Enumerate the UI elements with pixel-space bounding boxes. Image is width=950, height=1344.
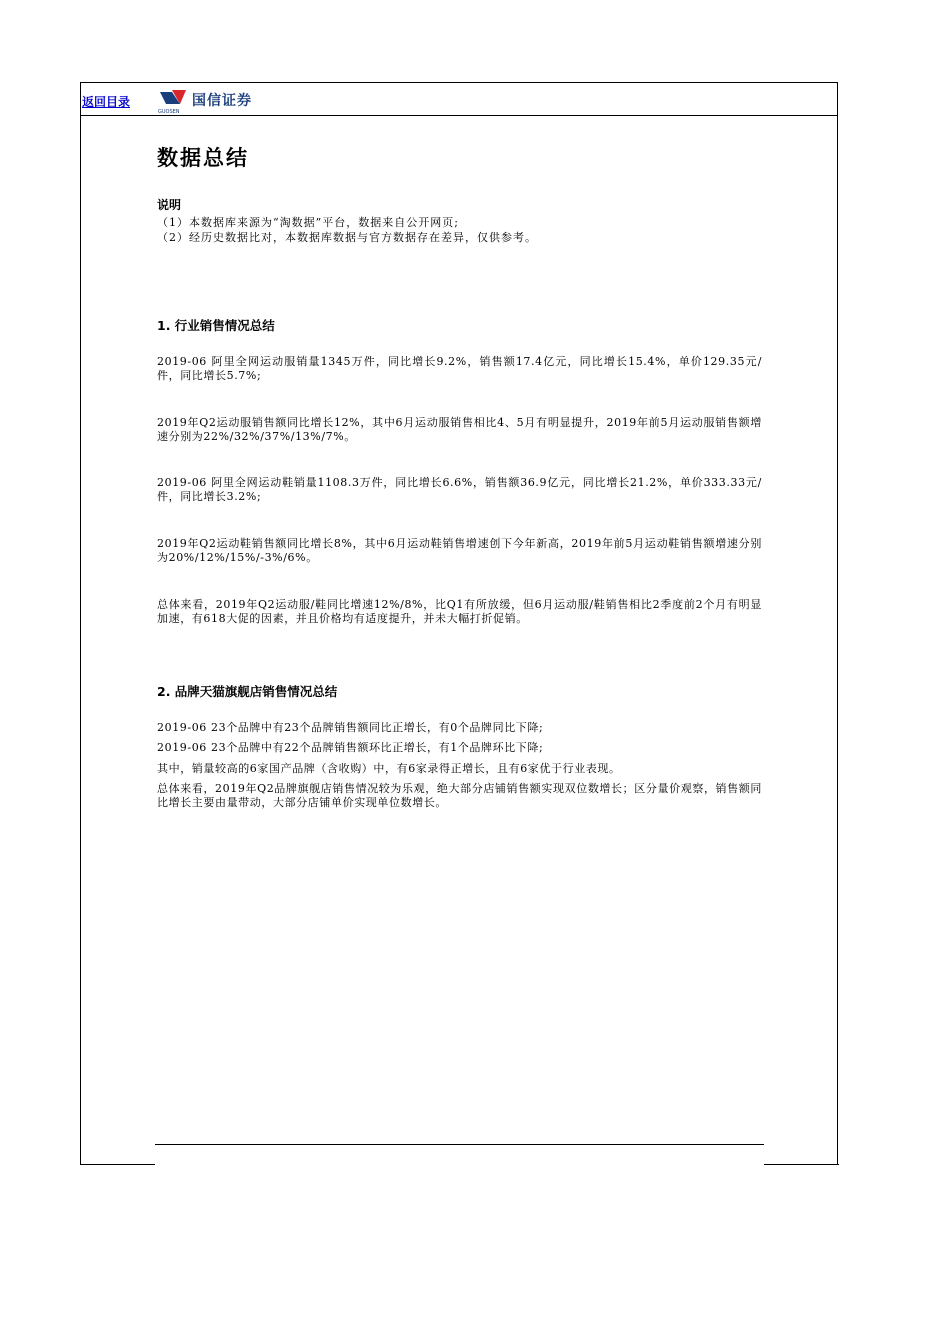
footer-divider bbox=[155, 1144, 764, 1145]
header-divider bbox=[80, 115, 838, 116]
note-item: （2）经历史数据比对，本数据库数据与官方数据存在差异，仅供参考。 bbox=[157, 231, 537, 244]
note-item: （1）本数据库来源为“淘数据”平台，数据来自公开网页; bbox=[157, 216, 459, 229]
section2-title: 2. 品牌天猫旗舰店销售情况总结 bbox=[157, 684, 338, 699]
footer-right-rule bbox=[764, 1164, 839, 1165]
notes-title: 说明 bbox=[157, 198, 182, 212]
section1-title: 1. 行业销售情况总结 bbox=[157, 318, 275, 333]
section2-paragraph: 2019-06 23个品牌中有23个品牌销售额同比正增长，有0个品牌同比下降; bbox=[157, 721, 544, 734]
back-to-toc-link[interactable]: 返回目录 bbox=[82, 95, 131, 109]
page-title: 数据总结 bbox=[157, 146, 249, 170]
logo-subtext: GUOSEN bbox=[158, 109, 180, 115]
section1-paragraph: 2019年Q2运动服销售额同比增长12%，其中6月运动服销售相比4、5月有明显提升，2019年前5月运动服销售额增速分别为22%/32%/37%/13%/7%。 bbox=[157, 416, 762, 443]
section1-paragraph: 2019-06 阿里全网运动鞋销量1108.3万件，同比增长6.6%，销售额36.9亿元，同比增长21.2%，单价333.33元/件，同比增长3.2%; bbox=[157, 476, 762, 503]
section1-paragraph: 2019-06 阿里全网运动服销量1345万件，同比增长9.2%，销售额17.4亿元，同比增长15.4%，单价129.35元/件，同比增长5.7%; bbox=[157, 355, 762, 382]
logo-name: 国信证券 bbox=[192, 93, 252, 109]
section2-paragraph: 2019-06 23个品牌中有22个品牌销售额环比正增长，有1个品牌环比下降; bbox=[157, 741, 544, 754]
footer-left-rule bbox=[80, 1164, 155, 1165]
section2-paragraph: 其中，销量较高的6家国产品牌（含收购）中，有6家录得正增长，且有6家优于行业表现。 bbox=[157, 762, 621, 775]
company-logo bbox=[158, 88, 252, 115]
logo-emblem-icon bbox=[158, 88, 188, 115]
section1-paragraph: 总体来看，2019年Q2运动服/鞋同比增速12%/8%，比Q1有所放缓，但6月运动服/鞋销售相比2季度前2个月有明显加速，有618大促的因素，并且价格均有适度提升，并未大幅打折促销。 bbox=[157, 598, 762, 625]
section2-paragraph: 总体来看，2019年Q2品牌旗舰店销售情况较为乐观，绝大部分店铺销售额实现双位数增长；区分量价观察，销售额同比增长主要由量带动，大部分店铺单价实现单位数增长。 bbox=[157, 782, 762, 809]
section1-paragraph: 2019年Q2运动鞋销售额同比增长8%，其中6月运动鞋销售增速创下今年新高，2019年前5月运动鞋销售额增速分别为20%/12%/15%/-3%/6%。 bbox=[157, 537, 762, 564]
